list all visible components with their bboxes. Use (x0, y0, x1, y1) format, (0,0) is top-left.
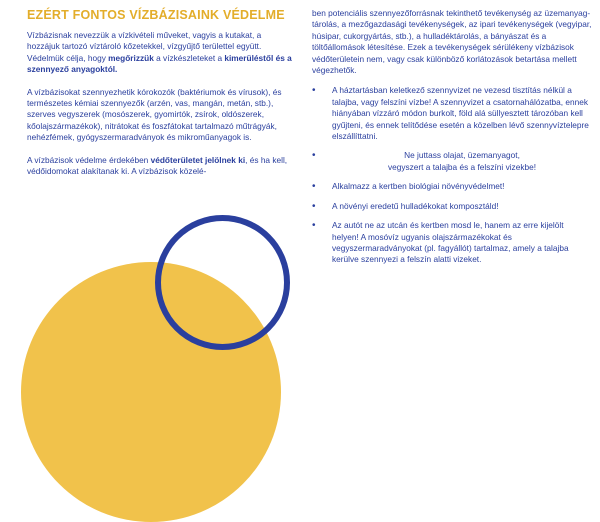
right-column (312, 8, 592, 274)
protection-bold: védőterületet jelölnek ki (150, 154, 246, 165)
list-item: • Alkalmazz a kertben biológiai növényvédelmet! (312, 181, 592, 192)
list-item (312, 150, 592, 173)
protection-text-a: A vízbázisok védelme érdekében (27, 154, 151, 165)
intro-bold-a: megőrizzük (108, 52, 154, 63)
paragraph-continuation: ben potenciális szennyezőforrásnak tekinthető tevékenység az üzemanyag-tárolás, a mezőgazdasági tevékenységek, az ipari tevékenységek (vegyipar, húsipar, cukorgyártás, stb.), a hulladéktárolás, a bányászat és a töltőállomások létesítése. Ezek a tevékenységek sérülékeny vízbázisok védőterületein nem, vagy csak különböző korlátozások betartása mellett végezhetők. (312, 8, 592, 76)
paragraph-protection (27, 155, 292, 178)
intro-bold-b: kimerüléstől és a szennyező anyagoktól. (27, 52, 292, 75)
blue-ring-decoration (155, 215, 290, 350)
section-heading: EZÉRT FONTOS VÍZBÁZISAINK VÉDELME (27, 8, 285, 22)
list-item-line: vegyszert a talajba és a felszíni vizekbe! (387, 161, 537, 172)
protection-text-b: , és ha kell, védőidomokat alakítanak ki. A vízbázisok közelé- (27, 154, 288, 177)
left-column (27, 8, 292, 188)
intro-text-a: Vízbázisnak nevezzük a vízkivételi műveket, vagyis a kutakat, a hozzájuk tartozó víztároló kőzetekkel, vízgyűjtő területtel együtt. Védelmük célja, hogy (27, 30, 262, 63)
advice-list (312, 85, 592, 265)
list-item: • A háztartásban keletkező szennyvizet ne vezesd tisztítás nélkül a talajba, vagy felszíni vízbe! A szennyvizet a csatornahálózatba, ennek hiányában vízzáró módon burkolt, föld alá süllyesztett tározóban kell gyűjteni, és ennek telítődése esetén a közelben lévő szennyvíztelepre elszállíttatni. (312, 85, 592, 142)
paragraph-intro (27, 30, 292, 76)
list-item-line: • Ne juttass olajat, üzemanyagot, (404, 150, 520, 161)
list-item: • Az autót ne az utcán és kertben mosd le, hanem az erre kijelölt helyen! A mosóvíz ugyanis olajszármazékokat és vegyszermaradványokat (pl. fagyállót) tartalmaz, amely a talajba kerülve szennyezi a felszín alatti vizeket. (312, 220, 592, 266)
paragraph-pollutants: A vízbázisokat szennyezhetik kórokozók (baktériumok és vírusok), és természetes kémiai szennyezők (arzén, vas, mangán, metán, stb.), szerves vegyszerek (mosószerek, gyomirtók, zsírok, oldószerek, kőolajszármazékok), nitrátokat és foszfátokat tartalmazó műtrágyák, nehézfémek, gyógyszermaradványok és mikroműanyagok is. (27, 86, 282, 143)
intro-text-b: a vízkészleteket a (153, 52, 225, 63)
list-item: • A növényi eredetű hulladékokat komposztáld! (312, 201, 592, 212)
